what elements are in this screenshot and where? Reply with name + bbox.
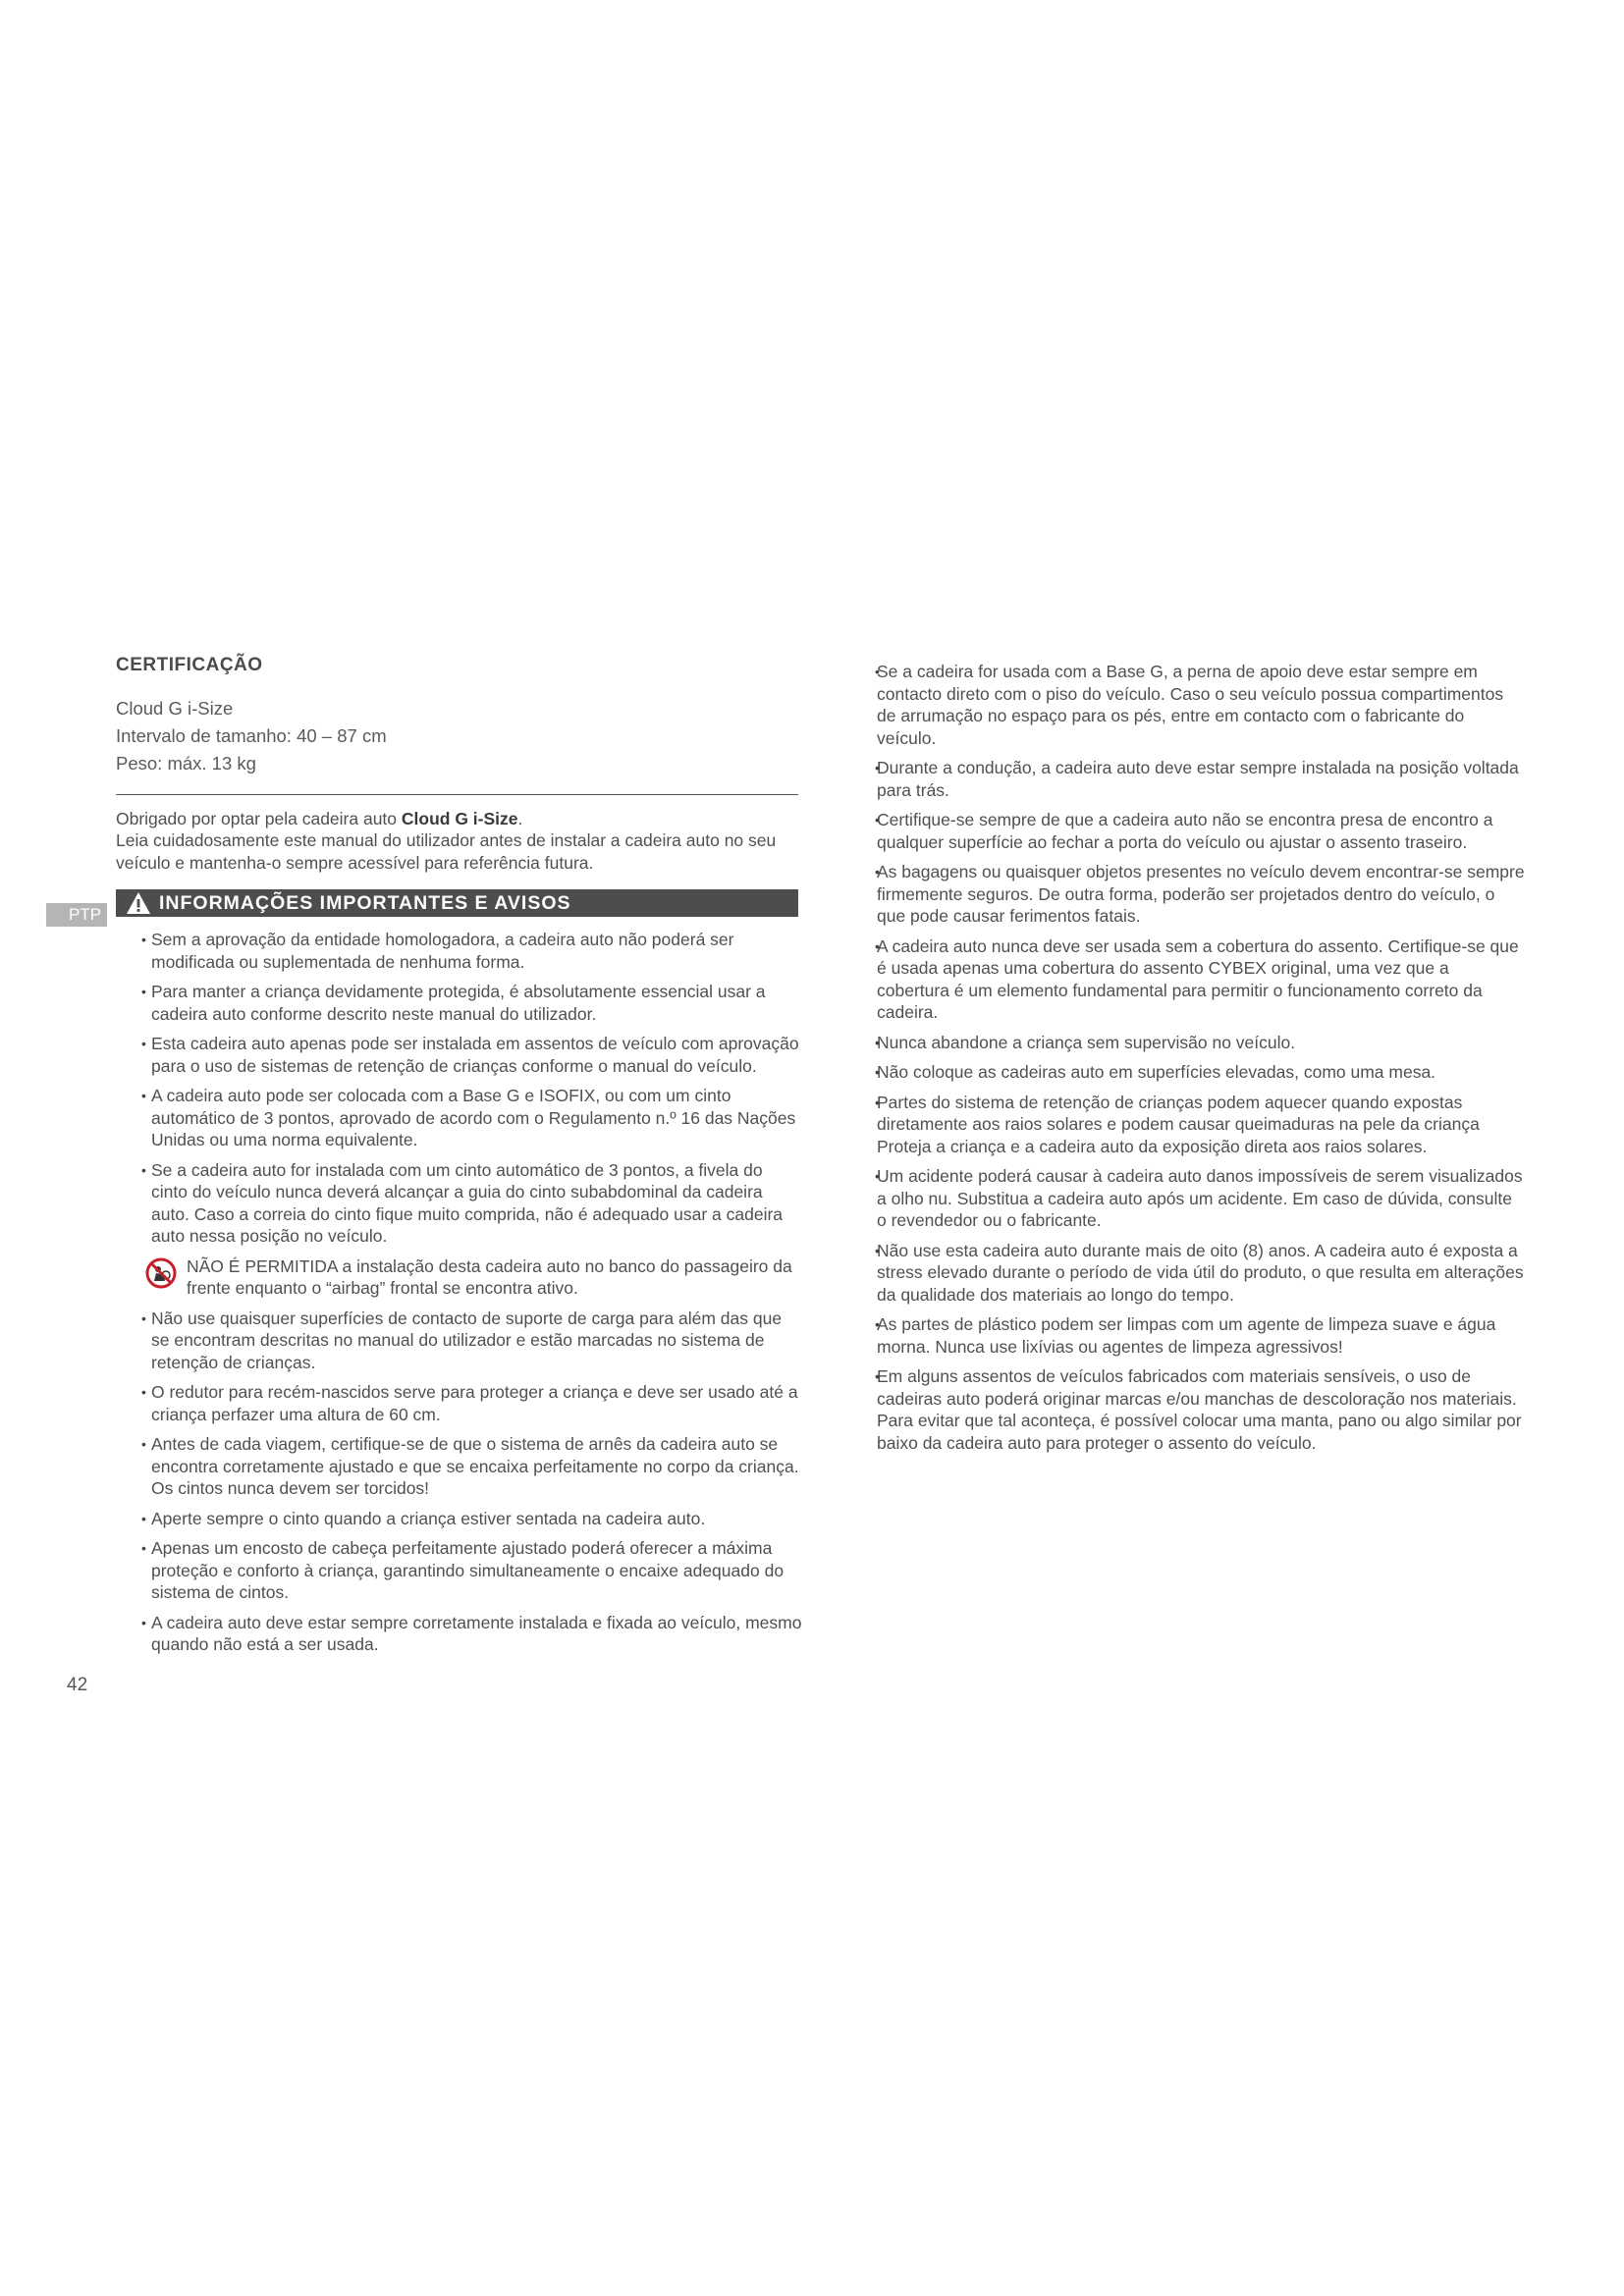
list-item: • Para manter a criança devidamente protegida, é absolutamente essencial usar a cadeira auto conforme descrito neste manual do utilizador. bbox=[116, 981, 803, 1025]
warning-triangle-icon bbox=[126, 891, 151, 915]
list-item: • Partes do sistema de retenção de crianças podem aquecer quando expostas diretamente aos raios solares e podem causar queimaduras na pele da criança Proteja a criança e a cadeira auto da exposição direta aos raios solares. bbox=[877, 1092, 1525, 1158]
airbag-warning-text: NÃO É PERMITIDA a instalação desta cadeira auto no banco do passageiro da frente enquanto o “airbag” frontal se encontra ativo. bbox=[187, 1255, 792, 1298]
list-item: • Não coloque as cadeiras auto em superfícies elevadas, como uma mesa. bbox=[877, 1061, 1525, 1084]
no-airbag-icon bbox=[145, 1257, 177, 1289]
list-item: • Não use esta cadeira auto durante mais de oito (8) anos. A cadeira auto é exposta a stress elevado durante o período de vida útil do produto, o que resulta em alterações da qualidade dos materiais ao longo do tempo. bbox=[877, 1240, 1525, 1307]
warnings-list-right bbox=[877, 661, 1525, 1454]
list-item: • A cadeira auto pode ser colocada com a Base G e ISOFIX, ou com um cinto automático de 3 pontos, aprovado de acordo com o Regulamento n.º 16 das Nações Unidas ou uma norma equivalente. bbox=[116, 1085, 803, 1151]
product-name: Cloud G i-Size bbox=[116, 697, 234, 719]
divider bbox=[116, 794, 798, 795]
list-item: • As bagagens ou quaisquer objetos presentes no veículo devem encontrar-se sempre firmemente seguros. De outra forma, poderão ser projetados dentro do veículo, o que pode causar ferimentos fatais. bbox=[877, 861, 1525, 928]
list-item: • Um acidente poderá causar à cadeira auto danos impossíveis de serem visualizados a olho nu. Substitua a cadeira auto após um acidente. Em caso de dúvida, consulte o revendedor ou o fabricante. bbox=[877, 1165, 1525, 1232]
list-item: • Sem a aprovação da entidade homologadora, a cadeira auto não poderá ser modificada ou suplementada de nenhuma forma. bbox=[116, 929, 803, 973]
size-range: Intervalo de tamanho: 40 – 87 cm bbox=[116, 724, 387, 746]
list-item: • Se a cadeira for usada com a Base G, a perna de apoio deve estar sempre em contacto direto com o piso do veículo. Caso o seu veículo possua compartimentos de arrumação no espaço para os pés, entre em contacto com o fabricante do veículo. bbox=[877, 661, 1525, 749]
left-column bbox=[116, 655, 803, 1664]
warnings-banner bbox=[116, 889, 798, 917]
list-item: • Não use quaisquer superfícies de contacto de suporte de carga para além das que se encontram descritas no manual do utilizador e estão marcadas no sistema de retenção de crianças. bbox=[116, 1308, 803, 1374]
intro-read-manual: Leia cuidadosamente este manual do utilizador antes de instalar a cadeira auto no seu veículo e mantenha-o sempre acessível para referência futura. bbox=[116, 830, 777, 873]
list-item: • A cadeira auto deve estar sempre corretamente instalada e fixada ao veículo, mesmo quando não está a ser usada. bbox=[116, 1612, 803, 1656]
list-item: • Antes de cada viagem, certifique-se de que o sistema de arnês da cadeira auto se encontra corretamente ajustado e que se encaixa perfeitamente no corpo da criança. Os cintos nunca devem ser torcidos! bbox=[116, 1433, 803, 1500]
list-item: • Apenas um encosto de cabeça perfeitamente ajustado poderá oferecer a máxima proteção e conforto à criança, garantindo simultaneamente o encaixe adequado do sistema de cintos. bbox=[116, 1537, 803, 1604]
list-item: • Se a cadeira auto for instalada com um cinto automático de 3 pontos, a fivela do cinto do veículo nunca deverá alcançar a guia do cinto subabdominal da cadeira auto. Caso a correia do cinto fique muito comprida, não é adequado usar a cadeira auto nessa posição no veículo. bbox=[116, 1159, 803, 1248]
airbag-warning bbox=[116, 1255, 803, 1300]
weight-limit: Peso: máx. 13 kg bbox=[116, 752, 256, 774]
list-item: • Em alguns assentos de veículos fabricados com materiais sensíveis, o uso de cadeiras auto poderá originar marcas e/ou manchas de descoloração nos materiais. Para evitar que tal aconteça, é possível colocar uma manta, pano ou algo similar por baixo da cadeira auto para proteger o assento do veículo. bbox=[877, 1365, 1525, 1454]
right-column bbox=[877, 661, 1525, 1462]
page-number: 42 bbox=[67, 1675, 88, 1695]
intro-thanks: Obrigado por optar pela cadeira auto Cloud G i-Size. bbox=[116, 808, 523, 828]
list-item: • As partes de plástico podem ser limpas com um agente de limpeza suave e água morna. Nunca use lixívias ou agentes de limpeza agressivos! bbox=[877, 1313, 1525, 1358]
list-item: • A cadeira auto nunca deve ser usada sem a cobertura do assento. Certifique-se que é usada apenas uma cobertura do assento CYBEX original, uma vez que a cobertura é um elemento fundamental para permitir o funcionamento correto da cadeira. bbox=[877, 935, 1525, 1024]
warnings-banner-title: INFORMAÇÕES IMPORTANTES E AVISOS bbox=[159, 891, 571, 914]
list-item: • O redutor para recém-nascidos serve para proteger a criança e deve ser usado até a criança perfazer uma altura de 60 cm. bbox=[116, 1381, 803, 1425]
list-item: • Esta cadeira auto apenas pode ser instalada em assentos de veículo com aprovação para o uso de sistemas de retenção de crianças conforme o manual do veículo. bbox=[116, 1033, 803, 1077]
list-item: • Certifique-se sempre de que a cadeira auto não se encontra presa de encontro a qualquer superfície ao fechar a porta do veículo ou ajustar o assento traseiro. bbox=[877, 809, 1525, 853]
warnings-list-left bbox=[116, 929, 803, 1248]
certification-heading: CERTIFICAÇÃO bbox=[116, 655, 263, 675]
warnings-list-left-2 bbox=[116, 1308, 803, 1656]
list-item: • Durante a condução, a cadeira auto deve estar sempre instalada na posição voltada para trás. bbox=[877, 757, 1525, 801]
language-tab: PTP bbox=[46, 903, 107, 927]
list-item: • Nunca abandone a criança sem supervisão no veículo. bbox=[877, 1032, 1525, 1054]
list-item: • Aperte sempre o cinto quando a criança estiver sentada na cadeira auto. bbox=[116, 1508, 803, 1530]
